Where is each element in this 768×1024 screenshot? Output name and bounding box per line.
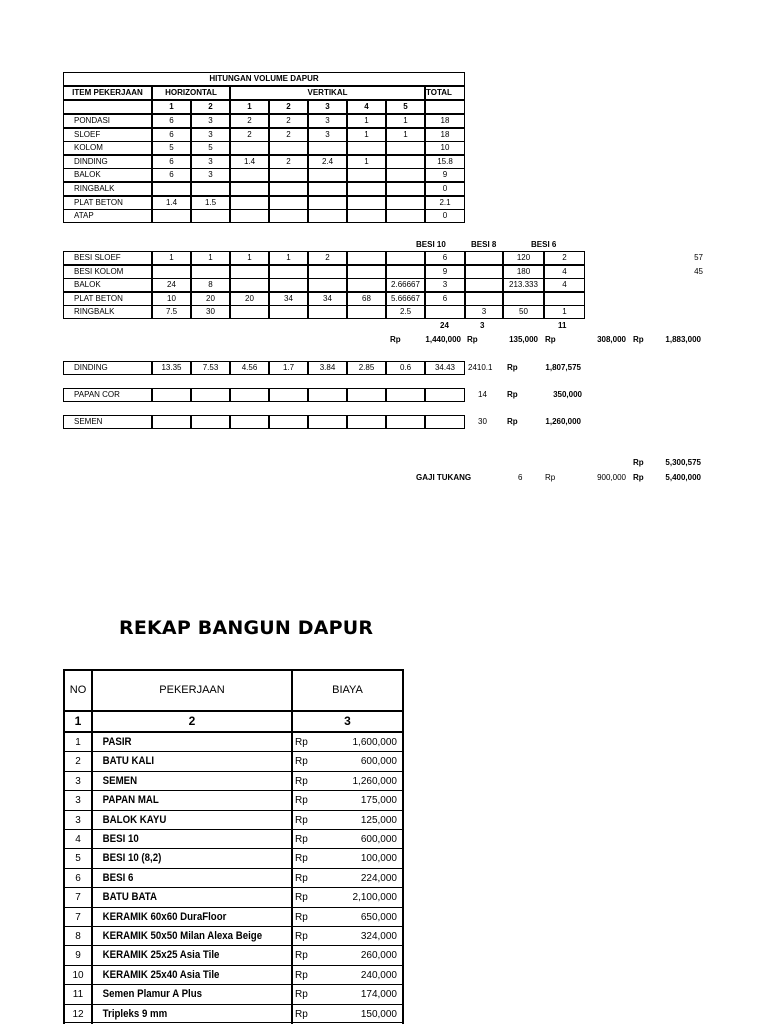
- row-biaya[interactable]: 1,600,000: [352, 737, 397, 748]
- table-cell[interactable]: 2: [230, 128, 269, 142]
- row-divider: [65, 1022, 402, 1023]
- row-item[interactable]: PASIR: [102, 736, 132, 748]
- table-cell[interactable]: [152, 209, 191, 223]
- table-cell[interactable]: 1.7: [269, 361, 308, 375]
- besi6-count-cell[interactable]: [544, 292, 585, 306]
- table-cell[interactable]: [386, 265, 425, 279]
- rp-label: Rp: [507, 417, 518, 426]
- rp-label[interactable]: Rp: [295, 795, 308, 807]
- besi6-length-cell[interactable]: 120: [503, 251, 544, 265]
- semen-cost: 1,260,000: [545, 417, 581, 426]
- row-biaya[interactable]: 150,000: [360, 1008, 397, 1020]
- table-cell[interactable]: [152, 415, 191, 429]
- header-vertikal[interactable]: VERTIKAL: [230, 86, 425, 100]
- table-cell[interactable]: [308, 209, 347, 223]
- row-item[interactable]: Tripleks 9 mm: [102, 1007, 168, 1020]
- table-cell[interactable]: [191, 182, 230, 196]
- besi-sum: 1,883,000: [665, 335, 701, 344]
- rp-label[interactable]: Rp: [295, 969, 308, 981]
- row-label[interactable]: DINDING: [63, 361, 152, 375]
- gaji-total: 5,400,000: [665, 473, 701, 482]
- table-cell[interactable]: [191, 388, 230, 402]
- row-label[interactable]: PLAT BETON: [63, 196, 152, 210]
- gaji-qty: 6: [518, 473, 523, 482]
- table-cell[interactable]: [269, 265, 308, 279]
- row-number[interactable]: 12: [72, 1008, 84, 1020]
- table-cell[interactable]: [347, 209, 386, 223]
- row-number[interactable]: 7: [75, 892, 81, 904]
- row-biaya[interactable]: 175,000: [360, 795, 397, 807]
- table-cell[interactable]: [308, 182, 347, 196]
- row-number[interactable]: 4: [75, 834, 81, 845]
- table-cell[interactable]: [308, 168, 347, 182]
- index-cell[interactable]: 1: [74, 714, 82, 728]
- table-cell[interactable]: [230, 209, 269, 223]
- table-cell[interactable]: [269, 278, 308, 292]
- table-cell[interactable]: [347, 168, 386, 182]
- table-cell[interactable]: 2.85: [347, 361, 386, 375]
- subheader-cell[interactable]: 1: [152, 100, 191, 114]
- subheader-cell[interactable]: 3: [308, 100, 347, 114]
- besi6-count-cell[interactable]: 2: [544, 251, 585, 265]
- besi10-cost: 1,440,000: [425, 335, 461, 344]
- table-cell[interactable]: [269, 196, 308, 210]
- table-cell[interactable]: 6: [152, 114, 191, 128]
- table-cell[interactable]: 24: [152, 278, 191, 292]
- rp-label[interactable]: Rp: [295, 872, 308, 884]
- row-number[interactable]: 10: [72, 969, 84, 981]
- besi8-total: 3: [480, 321, 485, 330]
- table-cell[interactable]: [308, 278, 347, 292]
- row-label[interactable]: BALOK: [63, 278, 152, 292]
- row-biaya[interactable]: 174,000: [360, 989, 397, 1001]
- table-cell[interactable]: 1: [152, 251, 191, 265]
- rp-label: Rp: [545, 473, 556, 482]
- row-number[interactable]: 3: [75, 814, 81, 826]
- row-biaya[interactable]: 100,000: [360, 853, 397, 865]
- table-cell[interactable]: [152, 265, 191, 279]
- table-cell[interactable]: [386, 196, 425, 210]
- table-cell[interactable]: [386, 251, 425, 265]
- papan-qty: 14: [478, 390, 487, 399]
- rp-label[interactable]: Rp: [295, 892, 308, 904]
- volume-table-title[interactable]: HITUNGAN VOLUME DAPUR: [63, 72, 465, 86]
- row-label[interactable]: DINDING: [63, 155, 152, 169]
- besi10-cell[interactable]: 6: [425, 292, 465, 306]
- table-cell[interactable]: 2: [308, 251, 347, 265]
- besi6-count-cell[interactable]: 1: [544, 305, 585, 319]
- row-item[interactable]: BATU KALI: [102, 755, 155, 768]
- besi10-total: 24: [440, 321, 449, 330]
- row-biaya[interactable]: 224,000: [360, 872, 397, 884]
- row-number[interactable]: 3: [75, 795, 81, 807]
- row-number[interactable]: 8: [75, 931, 81, 942]
- table-cell[interactable]: [425, 415, 465, 429]
- rp-label: Rp: [545, 335, 556, 344]
- table-cell[interactable]: [308, 196, 347, 210]
- table-cell[interactable]: [230, 141, 269, 155]
- table-cell[interactable]: 1.4: [152, 196, 191, 210]
- rp-label[interactable]: Rp: [295, 1008, 308, 1020]
- papan-cost: 350,000: [553, 390, 582, 399]
- table-cell[interactable]: 7.53: [191, 361, 230, 375]
- row-label[interactable]: PLAT BETON: [63, 292, 152, 306]
- table-cell[interactable]: [230, 168, 269, 182]
- table-cell[interactable]: 30: [191, 305, 230, 319]
- rp-label: Rp: [633, 335, 644, 344]
- table-cell[interactable]: 3: [191, 128, 230, 142]
- header-no[interactable]: NO: [69, 684, 87, 696]
- table-cell[interactable]: 5: [191, 141, 230, 155]
- besi8-cell[interactable]: [465, 292, 503, 306]
- table-cell[interactable]: [269, 141, 308, 155]
- besi10-cell[interactable]: 6: [425, 251, 465, 265]
- header-item-pekerjaan[interactable]: ITEM PEKERJAAN: [63, 86, 152, 100]
- table-cell[interactable]: 3: [191, 114, 230, 128]
- row-item[interactable]: SEMEN: [102, 774, 138, 787]
- rp-label[interactable]: Rp: [295, 911, 308, 923]
- subheader-cell[interactable]: [425, 100, 465, 114]
- row-item[interactable]: BATU BATA: [102, 891, 157, 904]
- besi6-count-cell[interactable]: 4: [544, 278, 585, 292]
- table-cell[interactable]: [386, 415, 425, 429]
- table-cell[interactable]: [347, 251, 386, 265]
- row-label[interactable]: BESI KOLOM: [63, 265, 152, 279]
- row-label[interactable]: SLOEF: [63, 128, 152, 142]
- row-biaya[interactable]: 324,000: [360, 931, 397, 942]
- table-cell[interactable]: [386, 168, 425, 182]
- table-cell[interactable]: [152, 388, 191, 402]
- table-cell[interactable]: 2.4: [308, 155, 347, 169]
- row-item[interactable]: KERAMIK 25x25 Asia Tile: [102, 949, 220, 962]
- far-value: 45: [694, 266, 703, 276]
- row-number[interactable]: 9: [75, 950, 81, 962]
- table-cell[interactable]: [191, 209, 230, 223]
- table-cell[interactable]: 1.5: [191, 196, 230, 210]
- subheader-cell[interactable]: 5: [386, 100, 425, 114]
- table-cell[interactable]: 2.1: [425, 196, 465, 210]
- rp-label[interactable]: Rp: [295, 931, 308, 942]
- table-cell[interactable]: 34.43: [425, 361, 465, 375]
- row-label[interactable]: SEMEN: [63, 415, 152, 429]
- table-cell[interactable]: [347, 278, 386, 292]
- row-biaya[interactable]: 2,100,000: [352, 892, 397, 904]
- row-biaya[interactable]: 600,000: [360, 834, 397, 845]
- table-cell[interactable]: [386, 155, 425, 169]
- table-cell[interactable]: 1: [347, 114, 386, 128]
- table-cell[interactable]: 3: [308, 114, 347, 128]
- rp-label[interactable]: Rp: [295, 814, 308, 826]
- besi6-length-cell[interactable]: [503, 292, 544, 306]
- row-biaya[interactable]: 260,000: [360, 950, 397, 962]
- total-material: 5,300,575: [665, 458, 701, 467]
- besi6-length-cell[interactable]: 213.333: [503, 278, 544, 292]
- row-label[interactable]: BALOK: [63, 168, 152, 182]
- table-cell[interactable]: [425, 388, 465, 402]
- table-cell[interactable]: 3: [191, 168, 230, 182]
- rekap-title: REKAP BANGUN DAPUR: [119, 617, 374, 639]
- index-cell[interactable]: 2: [188, 714, 196, 728]
- rp-label: Rp: [507, 390, 518, 399]
- table-cell[interactable]: [269, 182, 308, 196]
- row-item[interactable]: KERAMIK 60x60 DuraFloor: [102, 910, 227, 923]
- table-cell[interactable]: [347, 141, 386, 155]
- table-cell[interactable]: 10: [152, 292, 191, 306]
- table-cell[interactable]: 13.35: [152, 361, 191, 375]
- dinding-qty: 2410.1: [468, 363, 493, 372]
- row-number[interactable]: 6: [75, 872, 81, 884]
- row-label[interactable]: RINGBALK: [63, 182, 152, 196]
- besi10-cell[interactable]: 9: [425, 265, 465, 279]
- table-cell[interactable]: [308, 415, 347, 429]
- row-number[interactable]: 7: [75, 911, 81, 923]
- table-cell[interactable]: 1: [386, 128, 425, 142]
- rp-label[interactable]: Rp: [295, 989, 308, 1001]
- table-cell[interactable]: 8: [191, 278, 230, 292]
- table-cell[interactable]: [347, 182, 386, 196]
- rp-label[interactable]: Rp: [295, 775, 308, 787]
- gaji-label: GAJI TUKANG: [416, 473, 472, 482]
- besi8-cell[interactable]: 3: [465, 305, 503, 319]
- row-biaya[interactable]: 125,000: [360, 814, 397, 826]
- row-item[interactable]: KERAMIK 25x40 Asia Tile: [102, 968, 220, 981]
- row-label[interactable]: RINGBALK: [63, 305, 152, 319]
- row-item[interactable]: BALOK KAYU: [102, 813, 167, 826]
- index-cell[interactable]: 3: [344, 714, 351, 728]
- table-cell[interactable]: [230, 415, 269, 429]
- table-cell[interactable]: [230, 182, 269, 196]
- table-cell[interactable]: 6: [152, 168, 191, 182]
- row-number[interactable]: 2: [75, 756, 81, 768]
- subheader-cell[interactable]: 2: [269, 100, 308, 114]
- table-cell[interactable]: 34: [308, 292, 347, 306]
- table-cell[interactable]: 10: [425, 141, 465, 155]
- table-cell[interactable]: [347, 305, 386, 319]
- table-cell[interactable]: [308, 141, 347, 155]
- besi6-length-cell[interactable]: 50: [503, 305, 544, 319]
- table-cell[interactable]: 20: [230, 292, 269, 306]
- table-cell[interactable]: [386, 388, 425, 402]
- row-label[interactable]: PONDASI: [63, 114, 152, 128]
- table-cell[interactable]: 2: [269, 128, 308, 142]
- table-cell[interactable]: [269, 388, 308, 402]
- table-cell[interactable]: [230, 265, 269, 279]
- table-cell[interactable]: 3.84: [308, 361, 347, 375]
- header-pekerjaan[interactable]: PEKERJAAN: [159, 684, 225, 696]
- table-cell[interactable]: 3: [308, 128, 347, 142]
- table-cell[interactable]: 6: [152, 155, 191, 169]
- gaji-rate: 900,000: [597, 473, 626, 482]
- table-cell[interactable]: 2: [230, 114, 269, 128]
- table-cell[interactable]: 0: [425, 209, 465, 223]
- row-label[interactable]: PAPAN COR: [63, 388, 152, 402]
- subheader-cell[interactable]: 2: [191, 100, 230, 114]
- row-item[interactable]: KERAMIK 50x50 Milan Alexa Beige: [102, 930, 263, 942]
- rp-label[interactable]: Rp: [295, 834, 308, 845]
- besi10-cell[interactable]: [425, 305, 465, 319]
- table-cell[interactable]: 2.5: [386, 305, 425, 319]
- table-cell[interactable]: [230, 388, 269, 402]
- table-cell[interactable]: 7.5: [152, 305, 191, 319]
- row-label[interactable]: KOLOM: [63, 141, 152, 155]
- table-cell[interactable]: [347, 415, 386, 429]
- table-cell[interactable]: [269, 168, 308, 182]
- table-cell[interactable]: 15.8: [425, 155, 465, 169]
- table-cell[interactable]: [269, 305, 308, 319]
- table-cell[interactable]: 18: [425, 128, 465, 142]
- rp-label: Rp: [633, 458, 644, 467]
- table-cell[interactable]: [308, 388, 347, 402]
- besi8-header: BESI 8: [471, 240, 497, 249]
- rp-label: Rp: [507, 363, 518, 372]
- rp-label[interactable]: Rp: [295, 950, 308, 962]
- table-cell[interactable]: 1: [347, 128, 386, 142]
- besi6-length-cell[interactable]: 180: [503, 265, 544, 279]
- row-item[interactable]: Semen Plamur A Plus: [102, 988, 203, 1001]
- table-cell[interactable]: 20: [191, 292, 230, 306]
- besi6-cost: 308,000: [597, 335, 626, 344]
- row-biaya[interactable]: 600,000: [360, 756, 397, 768]
- table-cell[interactable]: [347, 265, 386, 279]
- table-cell[interactable]: [386, 182, 425, 196]
- table-cell[interactable]: 1.4: [230, 155, 269, 169]
- rp-label: Rp: [390, 335, 401, 344]
- table-cell[interactable]: [269, 209, 308, 223]
- row-number[interactable]: 11: [72, 989, 84, 1001]
- table-cell[interactable]: 18: [425, 114, 465, 128]
- rp-label[interactable]: Rp: [295, 853, 308, 865]
- table-cell[interactable]: 0: [425, 182, 465, 196]
- besi8-cost: 135,000: [509, 335, 538, 344]
- table-cell[interactable]: [347, 196, 386, 210]
- row-item[interactable]: BESI 10 (8,2): [102, 852, 162, 865]
- table-cell[interactable]: 34: [269, 292, 308, 306]
- besi6-count-cell[interactable]: 4: [544, 265, 585, 279]
- row-biaya[interactable]: 240,000: [360, 969, 397, 981]
- subheader-cell[interactable]: 1: [230, 100, 269, 114]
- table-cell[interactable]: 1: [269, 251, 308, 265]
- table-cell[interactable]: 1: [191, 251, 230, 265]
- row-item[interactable]: PAPAN MAL: [102, 794, 159, 807]
- row-item[interactable]: BESI 10: [102, 833, 139, 845]
- besi10-header: BESI 10: [416, 240, 446, 249]
- table-cell[interactable]: 9: [425, 168, 465, 182]
- dinding-cost: 1,807,575: [545, 363, 581, 372]
- table-cell[interactable]: [230, 278, 269, 292]
- table-cell[interactable]: 4.56: [230, 361, 269, 375]
- table-cell[interactable]: [386, 209, 425, 223]
- rp-label: Rp: [633, 473, 644, 482]
- table-cell[interactable]: [191, 415, 230, 429]
- table-cell[interactable]: [152, 182, 191, 196]
- row-label[interactable]: ATAP: [63, 209, 152, 223]
- besi10-cell[interactable]: 3: [425, 278, 465, 292]
- row-item[interactable]: BESI 6: [102, 871, 134, 884]
- subheader-cell[interactable]: 4: [347, 100, 386, 114]
- semen-qty: 30: [478, 417, 487, 426]
- header-biaya[interactable]: BIAYA: [332, 684, 363, 696]
- table-cell[interactable]: 1: [386, 114, 425, 128]
- rp-label[interactable]: Rp: [295, 756, 308, 768]
- table-cell[interactable]: [269, 415, 308, 429]
- table-cell[interactable]: [386, 141, 425, 155]
- table-cell[interactable]: 1: [230, 251, 269, 265]
- table-cell[interactable]: [347, 388, 386, 402]
- table-cell[interactable]: 2.66667: [386, 278, 425, 292]
- besi8-cell[interactable]: [465, 265, 503, 279]
- row-biaya[interactable]: 650,000: [360, 911, 397, 923]
- besi8-cell[interactable]: [465, 278, 503, 292]
- far-value: 57: [694, 253, 703, 262]
- table-cell[interactable]: [308, 305, 347, 319]
- table-cell[interactable]: 5: [152, 141, 191, 155]
- header-total[interactable]: TOTAL: [425, 86, 465, 100]
- rp-label: Rp: [467, 335, 478, 344]
- header-horizontal[interactable]: HORIZONTAL: [152, 86, 230, 100]
- table-cell[interactable]: 68: [347, 292, 386, 306]
- row-label[interactable]: BESI SLOEF: [63, 251, 152, 265]
- table-cell[interactable]: 2: [269, 155, 308, 169]
- besi6-total: 11: [558, 321, 567, 330]
- table-cell[interactable]: 0.6: [386, 361, 425, 375]
- row-number[interactable]: 1: [75, 737, 81, 748]
- row-biaya[interactable]: 1,260,000: [352, 775, 397, 787]
- table-cell[interactable]: [230, 305, 269, 319]
- row-number[interactable]: 5: [75, 853, 81, 865]
- rp-label[interactable]: Rp: [295, 737, 308, 748]
- table-cell[interactable]: 2: [269, 114, 308, 128]
- row-number[interactable]: 3: [75, 775, 81, 787]
- table-cell[interactable]: [230, 196, 269, 210]
- table-cell[interactable]: 1: [347, 155, 386, 169]
- table-cell[interactable]: 3: [191, 155, 230, 169]
- table-cell[interactable]: [191, 265, 230, 279]
- besi8-cell[interactable]: [465, 251, 503, 265]
- besi6-header: BESI 6: [531, 240, 557, 249]
- table-cell[interactable]: 6: [152, 128, 191, 142]
- table-cell[interactable]: 5.66667: [386, 292, 425, 306]
- header-blank[interactable]: [63, 100, 152, 114]
- table-cell[interactable]: [308, 265, 347, 279]
